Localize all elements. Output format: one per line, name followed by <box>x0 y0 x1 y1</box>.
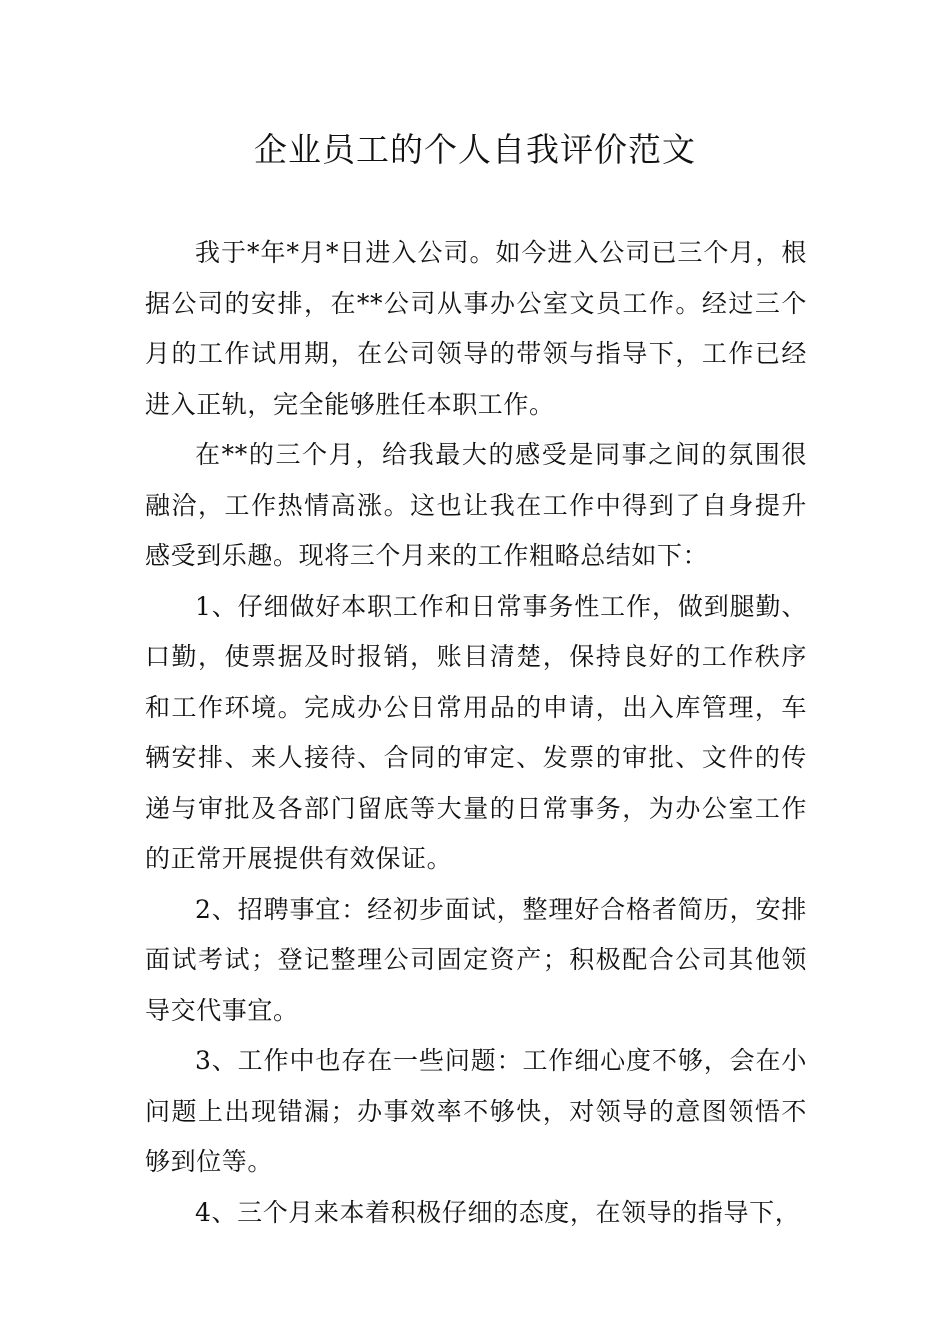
paragraph-item-2: 2、招聘事宜：经初步面试，整理好合格者简历，安排面试考试；登记整理公司固定资产；积极配合公司其他领导交代事宜。 <box>145 894 807 1025</box>
document-body <box>145 228 807 1238</box>
paragraph-item-3: 3、工作中也存在一些问题：工作细心度不够，会在小问题上出现错漏；办事效率不够快，对领导的意图领悟不够到位等。 <box>145 1046 807 1176</box>
paragraph-item-1: 1、仔细做好本职工作和日常事务性工作，做到腿勤、口勤，使票据及时报销，账目清楚，保持良好的工作秩序和工作环境。完成办公日常用品的申请，出入库管理，车辆安排、来人接待、合同的审定、发票的审批、文件的传递与审批及各部门留底等大量的日常事务，为办公室工作的正常开展提供有效保证。 <box>145 591 807 873</box>
document-title: 企业员工的个人自我评价范文 <box>254 130 696 169</box>
paragraph-intro: 我于*年*月*日进入公司。如今进入公司已三个月，根据公司的安排，在**公司从事办公室文员工作。经过三个月的工作试用期，在公司领导的带领与指导下，工作已经进入正轨，完全能够胜任本职工作。 <box>145 238 807 419</box>
paragraph-item-4: 4、三个月来本着积极仔细的态度，在领导的指导下， <box>195 1197 801 1227</box>
paragraph-feelings: 在**的三个月，给我最大的感受是同事之间的氛围很融洽，工作热情高涨。这也让我在工作中得到了自身提升感受到乐趣。现将三个月来的工作粗略总结如下： <box>145 440 807 570</box>
